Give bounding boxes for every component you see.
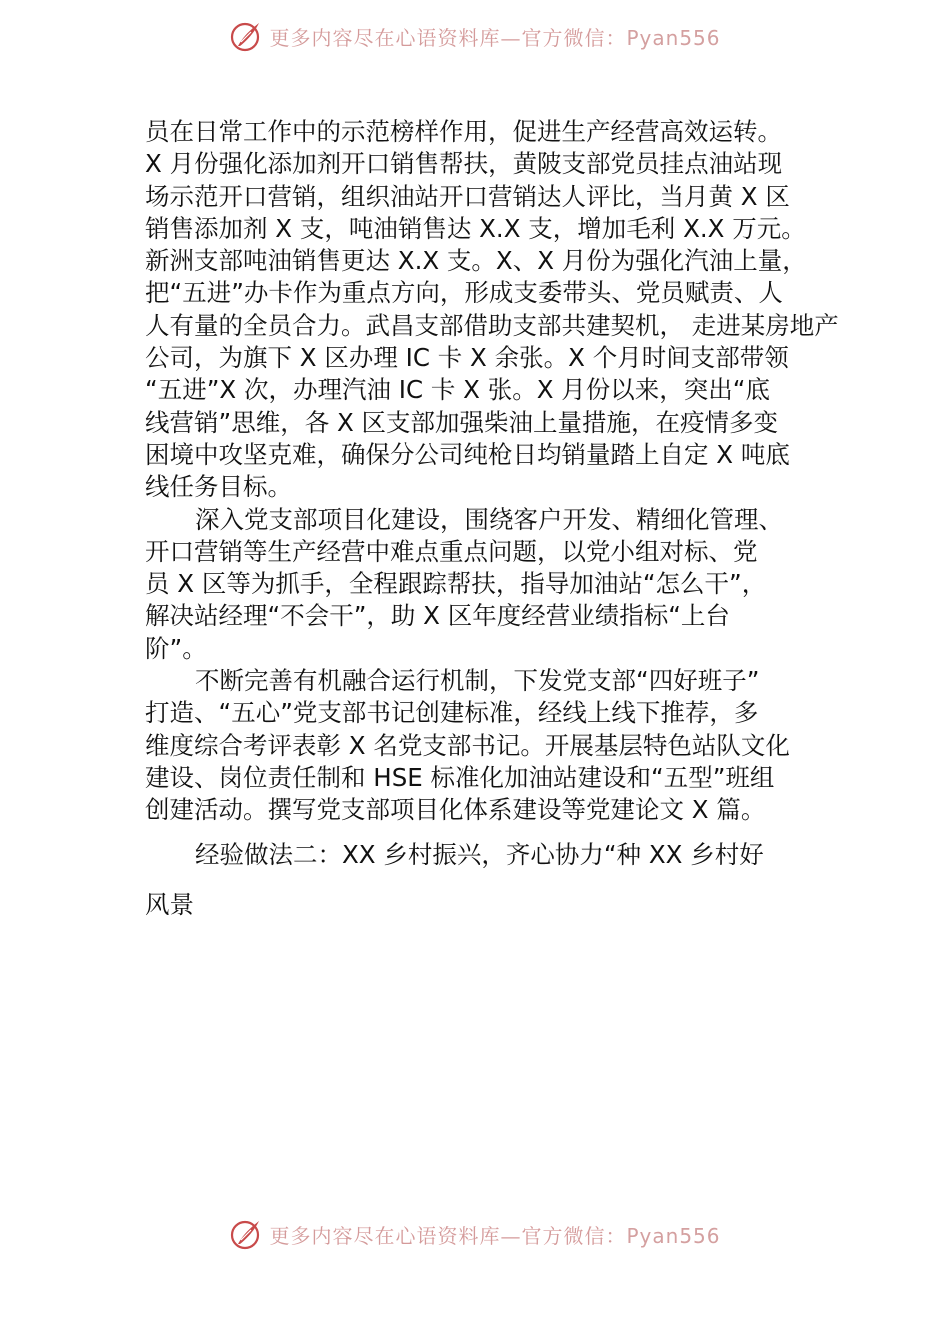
quill-logo-icon [229, 1217, 263, 1251]
text-line: 员在日常工作中的示范榜样作用，促进生产经营高效运转。 [145, 117, 782, 146]
paragraph-2 [145, 504, 835, 665]
paragraph-1 [145, 116, 839, 504]
section-heading [145, 835, 835, 935]
text-line: 解决站经理“不会干”，助 X 区年度经营业绩指标“上台 [145, 601, 730, 631]
text-line: 线任务目标。 [145, 472, 292, 502]
text-line: 建设、岗位责任制和 HSE 标准化加油站建设和“五型”班组 [145, 762, 775, 792]
quill-logo-icon [229, 19, 263, 53]
text-line: 创建活动。撰写党支部项目化体系建设等党建论文 X 篇。 [145, 795, 766, 825]
text-line: 公司，为旗下 X 区办理 IC 卡 X 余张。X 个月时间支部带领 [145, 343, 789, 373]
heading-line: 风景 [145, 889, 194, 919]
text-line: 困境中攻坚克难，确保分公司纯枪日均销量踏上自定 X 吨底 [145, 439, 790, 469]
text-line: 场示范开口营销，组织油站开口营销达人评比，当月黄 X 区 [145, 181, 790, 211]
text-line: 维度综合考评表彰 X 名党支部书记。开展基层特色站队文化 [145, 730, 790, 760]
text-line: “五进”X 次，办理汽油 IC 卡 X 张。X 月份以来，突出“底 [145, 375, 770, 405]
footer-wechat-id: Pyan556 [626, 1223, 721, 1248]
heading-line: 经验做法二：XX 乡村振兴，齐心协力“种 XX 乡村好 [195, 839, 764, 869]
header-banner [0, 14, 950, 58]
header-banner-text: 更多内容尽在心语资料库—官方微信：Pyan556 [269, 25, 721, 50]
footer-banner [0, 1212, 950, 1256]
text-line: X 月份强化添加剂开口销售帮扶，黄陂支部党员挂点油站现 [145, 149, 783, 179]
paragraph-3 [145, 665, 835, 826]
text-line: 阶”。 [145, 633, 207, 663]
header-wechat-id: Pyan556 [626, 25, 721, 50]
text-line: 把“五进”办卡作为重点方向，形成支委带头、党员赋责、人 [145, 278, 783, 308]
text-line: 不断完善有机融合运行机制，下发党支部“四好班子” [195, 666, 760, 696]
text-line: 员 X 区等为抓手，全程跟踪帮扶，指导加油站“怎么干”， [145, 569, 767, 599]
text-line: 打造、“五心”党支部书记创建标准，经线上线下推荐，多 [145, 698, 759, 728]
text-line: 新洲支部吨油销售更达 X.X 支。X、X 月份为强化汽油上量， [145, 246, 807, 276]
text-line: 销售添加剂 X 支，吨油销售达 X.X 支，增加毛利 X.X 万元。 [145, 213, 806, 243]
text-line: 人有量的全员合力。武昌支部借助支部共建契机， 走进某房地产 [145, 310, 839, 340]
text-line: 深入党支部项目化建设，围绕客户开发、精细化管理、 [195, 504, 783, 534]
document-body [145, 116, 839, 935]
text-line: 线营销”思维，各 X 区支部加强柴油上量措施，在疫情多变 [145, 407, 779, 437]
footer-banner-text: 更多内容尽在心语资料库—官方微信：Pyan556 [269, 1223, 721, 1248]
text-line: 开口营销等生产经营中难点重点问题，以党小组对标、党 [145, 536, 758, 566]
